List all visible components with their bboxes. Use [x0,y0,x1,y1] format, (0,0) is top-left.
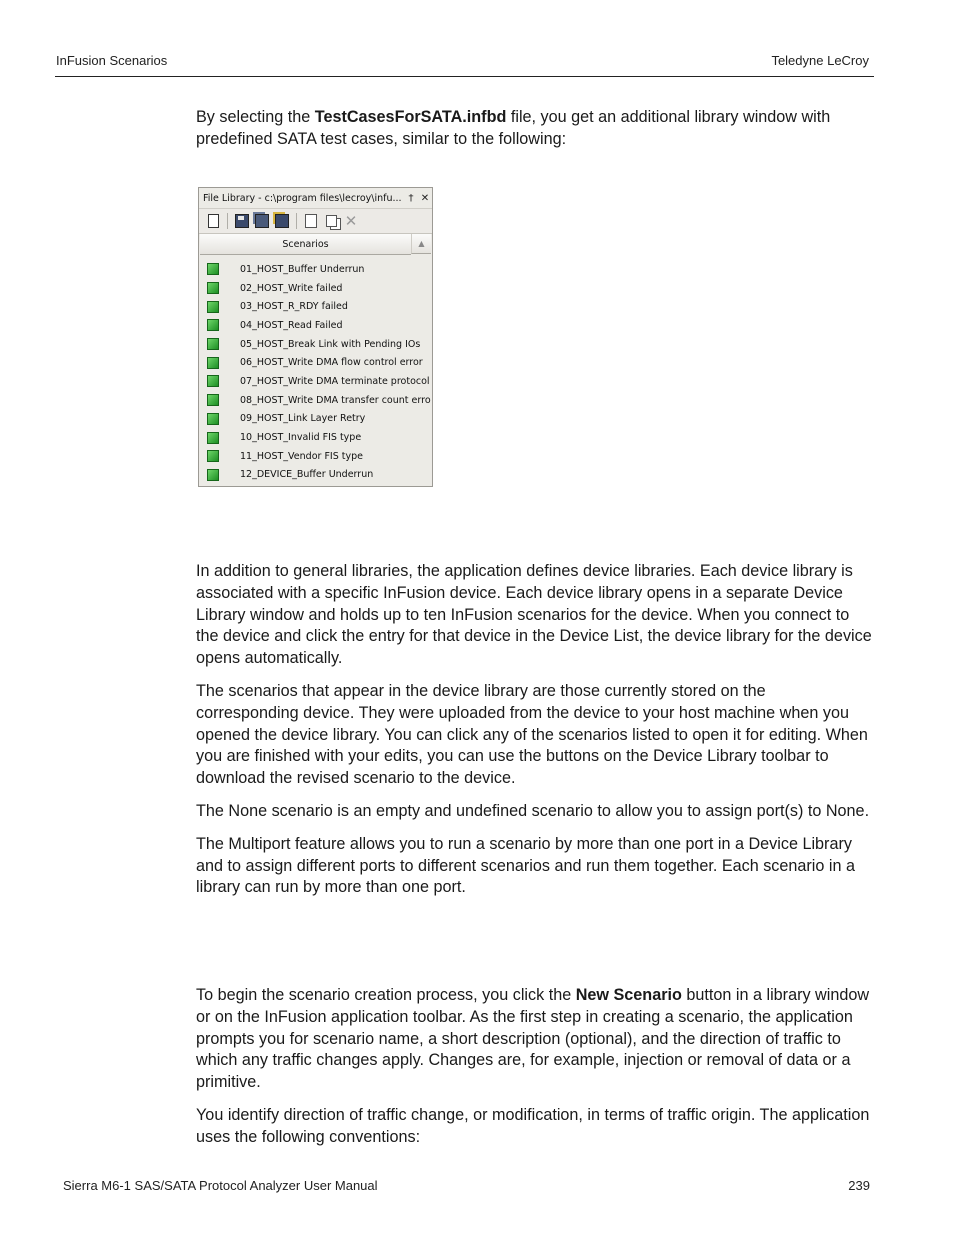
scenario-label: 11_HOST_Vendor FIS type [240,450,363,462]
new-scenario-term: New Scenario [575,986,682,1004]
device-library-section [196,561,872,910]
intro-paragraph [196,107,872,151]
scenario-label: 06_HOST_Write DMA flow control error [240,357,423,369]
save-all-icon[interactable] [254,213,270,229]
scenario-icon [207,319,219,331]
scenario-label: 10_HOST_Invalid FIS type [240,432,362,444]
scenario-creation-section [196,985,872,1160]
file-library-toolbar [199,209,432,234]
scenario-list-item[interactable] [200,410,431,429]
new-document-icon[interactable] [205,213,221,229]
scenario-icon [207,469,219,481]
paragraph: In addition to general libraries, the application defines device libraries. Each device library is associated with a specific InFusion device. Each device library opens in a separate Device Library window and holds up to ten InFusion scenarios for the device. When you connect to the device and click the entry for that device in the Device List, the device library for the device opens automatically. [196,562,872,668]
paragraph: You identify direction of traffic change, or modification, in terms of traffic origin. The application uses the following conventions: [196,1105,870,1146]
paragraph [196,985,872,1094]
scenario-list-item[interactable] [200,391,431,410]
text: To begin the scenario creation process, you click the [196,986,576,1004]
scenario-label: 09_HOST_Link Layer Retry [240,413,366,425]
scenario-list-item[interactable] [200,260,431,279]
scenario-icon [207,450,219,462]
scenario-icon [207,432,219,444]
toolbar-separator [296,213,297,229]
text: button in a library window or on the InFusion application toolbar. As the first step in creating a scenario, the application prompts you for scenario name, a short description (optional), and the direction of traffic to which any traffic changes apply. Changes are, for example, injection or removal of data or a primitive. [196,986,870,1092]
scenario-list-item[interactable] [200,335,431,354]
paragraph: The scenarios that appear in the device library are those currently stored on the corresponding device. They were uploaded from the device to your host machine when you opened the device library. You can click any of the scenarios listed to open it for editing. When you are finished with your edits, you can use the buttons on the Device Library toolbar to download the revised scenario to the device. [196,681,868,788]
running-header-right: Teledyne LeCroy [771,53,869,68]
scenario-list-item[interactable] [200,279,431,298]
toolbar-separator [227,213,228,229]
file-library-title: File Library - c:\program files\lecroy\infu... [203,192,402,204]
copy-icon[interactable] [323,213,339,229]
file-library-titlebar [199,188,432,209]
scenario-list-item[interactable] [200,372,431,391]
intro-text-post: file, you get an additional library window with predefined SATA test cases, similar to the following: [196,108,831,148]
scenario-list-item[interactable] [200,428,431,447]
save-icon[interactable] [234,213,250,229]
pin-icon[interactable]: † [408,192,414,204]
scenario-icon [207,375,219,387]
page-number: 239 [848,1178,870,1193]
scenario-icon [207,282,219,294]
intro-filename: TestCasesForSATA.infbd [314,108,507,126]
paragraph: The None scenario is an empty and undefined scenario to allow you to assign port(s) to None. [196,801,870,820]
save-as-icon[interactable] [274,213,290,229]
close-icon[interactable]: ✕ [420,192,430,204]
scenario-list-item[interactable] [200,447,431,466]
intro-text-pre: By selecting the [196,108,315,126]
scenario-label: 01_HOST_Buffer Underrun [240,263,365,275]
scenario-icon [207,338,219,350]
header-rule [55,76,874,77]
scenario-list-item[interactable] [200,297,431,316]
sort-arrow-icon[interactable]: ▲ [411,234,431,254]
scenario-list-item[interactable] [200,466,431,485]
scenario-label: 04_HOST_Read Failed [240,319,343,331]
scenario-label: 05_HOST_Break Link with Pending IOs [240,338,421,350]
scenario-label: 07_HOST_Write DMA terminate protocol [240,375,430,387]
edit-icon[interactable] [303,213,319,229]
scenario-icon [207,394,219,406]
column-header-scenarios[interactable] [200,234,425,255]
scenario-label: 03_HOST_R_RDY failed [240,301,348,313]
scenario-icon [207,413,219,425]
scenario-icon [207,357,219,369]
file-library-window [198,187,433,487]
scenario-list [200,234,431,486]
scenario-list-item[interactable] [200,353,431,372]
footer-title: Sierra M6-1 SAS/SATA Protocol Analyzer User Manual [63,1178,378,1193]
scenario-label: 02_HOST_Write failed [240,282,343,294]
delete-icon[interactable]: ✕ [344,212,358,230]
scenario-label: 12_DEVICE_Buffer Underrun [240,469,374,481]
column-header-label: Scenarios [282,238,329,250]
paragraph: The Multiport feature allows you to run a scenario by more than one port in a Device Library and to assign different ports to different scenarios and run them together. Each scenario in a library can run by more than one port. [196,834,855,897]
scenario-icon [207,301,219,313]
scenario-list-item[interactable] [200,316,431,335]
running-header-left: InFusion Scenarios [56,53,168,68]
intro-section [196,107,872,162]
scenario-label: 08_HOST_Write DMA transfer count erro [240,394,431,406]
scenario-rows [200,255,431,484]
scenario-icon [207,263,219,275]
